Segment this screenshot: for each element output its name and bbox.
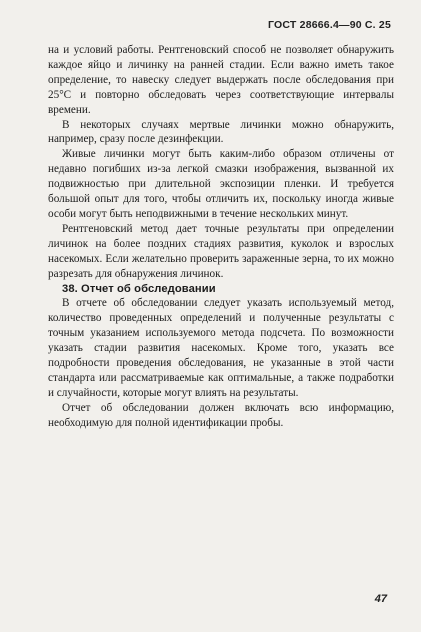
- standard-reference-header: ГОСТ 28666.4—90 С. 25: [268, 19, 391, 31]
- paragraph-xray-method: Рентгеновский метод дает точные результаты при определении личинок на более поздних стадиях развития, куколок и взрослых насекомых. Если желательно проверить зараженные зерна, то их можно разрезать для обнаружения личинок.: [48, 222, 394, 280]
- section-heading-report: 38. Отчет об обследовании: [62, 282, 216, 295]
- paragraph-report-identification: Отчет об обследовании должен включать всю информацию, необходимую для полной идентификации пробы.: [48, 401, 394, 429]
- paragraph-report-contents: В отчете об обследовании следует указать используемый метод, количество проведенных определений и полученные результаты с точным указанием используемого метода подсчета. По возможности указать стадии развития насекомых. Кроме того, указать все подробности проведения обследования, не указанные в этой части стандарта или рассматриваемые как оптимальные, а также подработки и случайности, которые могут влиять на результаты.: [48, 297, 394, 399]
- body-text: [48, 43, 394, 431]
- paragraph-dead-larvae: В некоторых случаях мертвые личинки можно обнаружить, например, сразу после дезинфекции.: [48, 118, 394, 146]
- paragraph-continuation: на и условий работы. Рентгеновский способ не позволяет обнаружить каждое яйцо и личинку на ранней стадии. Если важно иметь такое определение, то навеску следует выдержать после обследования при 25°С и повторно обследовать через соответствующие интервалы времени.: [48, 44, 394, 116]
- paragraph-live-larvae: Живые личинки могут быть каким-либо образом отличены от недавно погибших из-за легкой смазки изображения, вызванной их подвижностью при длительной экспозиции пленки. И требуется большой опыт для того, чтобы отличить их, поскольку иногда живые особи могут быть неподвижными в течение нескольких минут.: [48, 148, 394, 220]
- page-number: 47: [374, 593, 387, 605]
